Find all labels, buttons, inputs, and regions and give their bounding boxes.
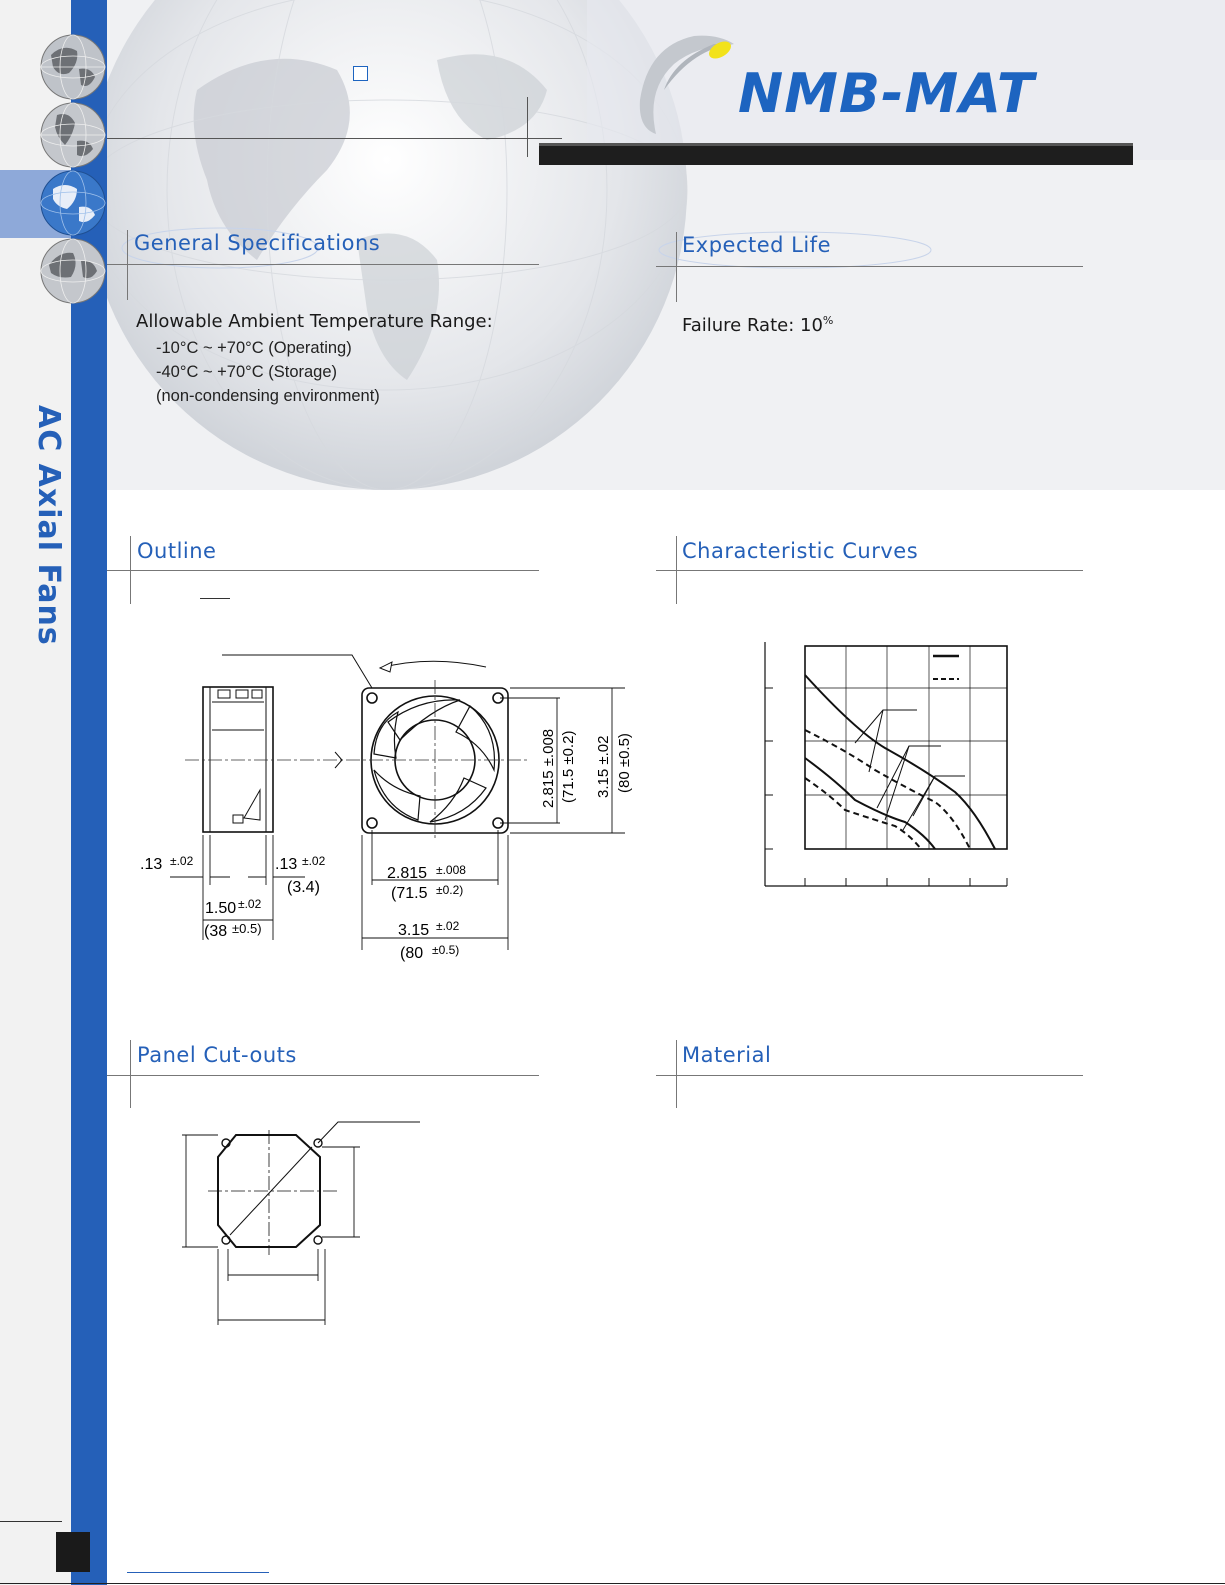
dim-hole-pitch-v: 2.815 ±.008 <box>540 728 557 808</box>
section-rule <box>107 264 539 265</box>
header-rule <box>107 138 562 139</box>
temperature-heading-colon: : <box>486 311 493 332</box>
vertical-category-title <box>31 405 71 646</box>
dim-hole-pitch-h-mm: (71.5 <box>391 885 428 902</box>
section-rule-vertical <box>676 232 677 302</box>
dim-hole-pitch-h-tol: ±.008 <box>436 863 466 877</box>
temperature-heading-text: Allowable Ambient Temperature Range <box>136 311 487 332</box>
failure-rate-text: Failure Rate: 10 <box>682 315 823 336</box>
section-rule <box>656 570 1083 571</box>
outline-note-line <box>200 598 230 599</box>
checkbox-icon[interactable] <box>353 66 368 81</box>
dim-depth-mm-tol: ±0.5) <box>232 921 262 936</box>
dim-side-right: .13 <box>275 856 298 873</box>
dim-hole-pitch-h-mm-tol: ±0.2) <box>436 883 464 897</box>
vertical-title-text: AC Axial Fans <box>31 405 66 646</box>
globe-icon[interactable] <box>39 237 107 305</box>
outline-drawing <box>130 640 650 980</box>
curve-solid-lower <box>805 758 935 849</box>
dim-side-right-tol: ±.02 <box>302 854 326 868</box>
characteristic-curves-chart <box>745 630 1025 900</box>
dim-depth-mm: (38 <box>204 923 228 940</box>
curve-solid-upper <box>805 675 995 849</box>
leader-line <box>222 655 372 688</box>
failure-rate-unit: % <box>822 314 834 327</box>
footer-rule <box>0 1521 62 1522</box>
globe-icon[interactable] <box>39 169 107 237</box>
dim-width-h: 3.15 <box>398 922 430 939</box>
dim-side-left-tol: ±.02 <box>170 854 194 868</box>
dim-hole-pitch-v-mm: (71.5 ±0.2) <box>560 730 577 803</box>
section-rule <box>107 570 539 571</box>
temperature-operating: -10°C ~ +70°C (Operating) <box>156 339 352 357</box>
section-rule-vertical <box>130 1040 131 1108</box>
panel-cutouts-title: Panel Cut-outs <box>137 1043 297 1067</box>
temperature-storage: -40°C ~ +70°C (Storage) <box>156 363 338 381</box>
material-title: Material <box>682 1043 772 1067</box>
chart-leader-lines <box>855 710 965 830</box>
characteristic-curves-title: Characteristic Curves <box>682 539 919 563</box>
dim-side-left: .13 <box>140 856 163 873</box>
dim-width-h-tol: ±.02 <box>436 919 460 933</box>
header-bar <box>539 143 1133 165</box>
section-rule <box>107 1075 539 1076</box>
footer-link-underline[interactable] <box>127 1572 269 1573</box>
outline-title: Outline <box>137 539 217 563</box>
chart-ticks <box>765 688 1007 886</box>
dim-width-h-mm-tol: ±0.5) <box>432 943 460 957</box>
dim-depth-tol: ±.02 <box>238 897 262 911</box>
section-rule-vertical <box>676 1040 677 1108</box>
dim-width-v-mm: (80 ±0.5) <box>616 733 633 793</box>
expected-life-title: Expected Life <box>682 233 831 257</box>
page-bottom-edge <box>0 1583 1225 1584</box>
nmb-mat-logo-icon <box>634 30 754 140</box>
panel-cutout-drawing <box>178 1115 428 1335</box>
page-number-block <box>56 1532 90 1572</box>
dim-width-h-mm: (80 <box>400 945 424 962</box>
section-rule-vertical <box>127 230 128 300</box>
section-rule <box>656 266 1083 267</box>
temperature-heading <box>136 311 493 332</box>
rotation-arrow-icon <box>380 661 486 668</box>
dim-hole-pitch-h: 2.815 <box>387 865 428 882</box>
curve-dashed-upper <box>805 730 970 849</box>
temperature-note: (non-condensing environment) <box>156 387 380 405</box>
general-specifications-title: General Specifications <box>134 231 381 255</box>
dim-side-right-mm: (3.4) <box>287 879 320 896</box>
globe-icon[interactable] <box>39 33 107 101</box>
globe-icon[interactable] <box>39 101 107 169</box>
failure-rate <box>682 314 833 336</box>
header-divider <box>527 97 528 157</box>
dim-width-v: 3.15 ±.02 <box>595 735 612 798</box>
curve-dashed-lower <box>805 778 921 849</box>
dim-depth: 1.50 <box>205 900 237 917</box>
brand-logo-text: NMB-MAT <box>738 62 1035 125</box>
header-bar-stripe <box>539 143 1133 146</box>
section-rule <box>656 1075 1083 1076</box>
